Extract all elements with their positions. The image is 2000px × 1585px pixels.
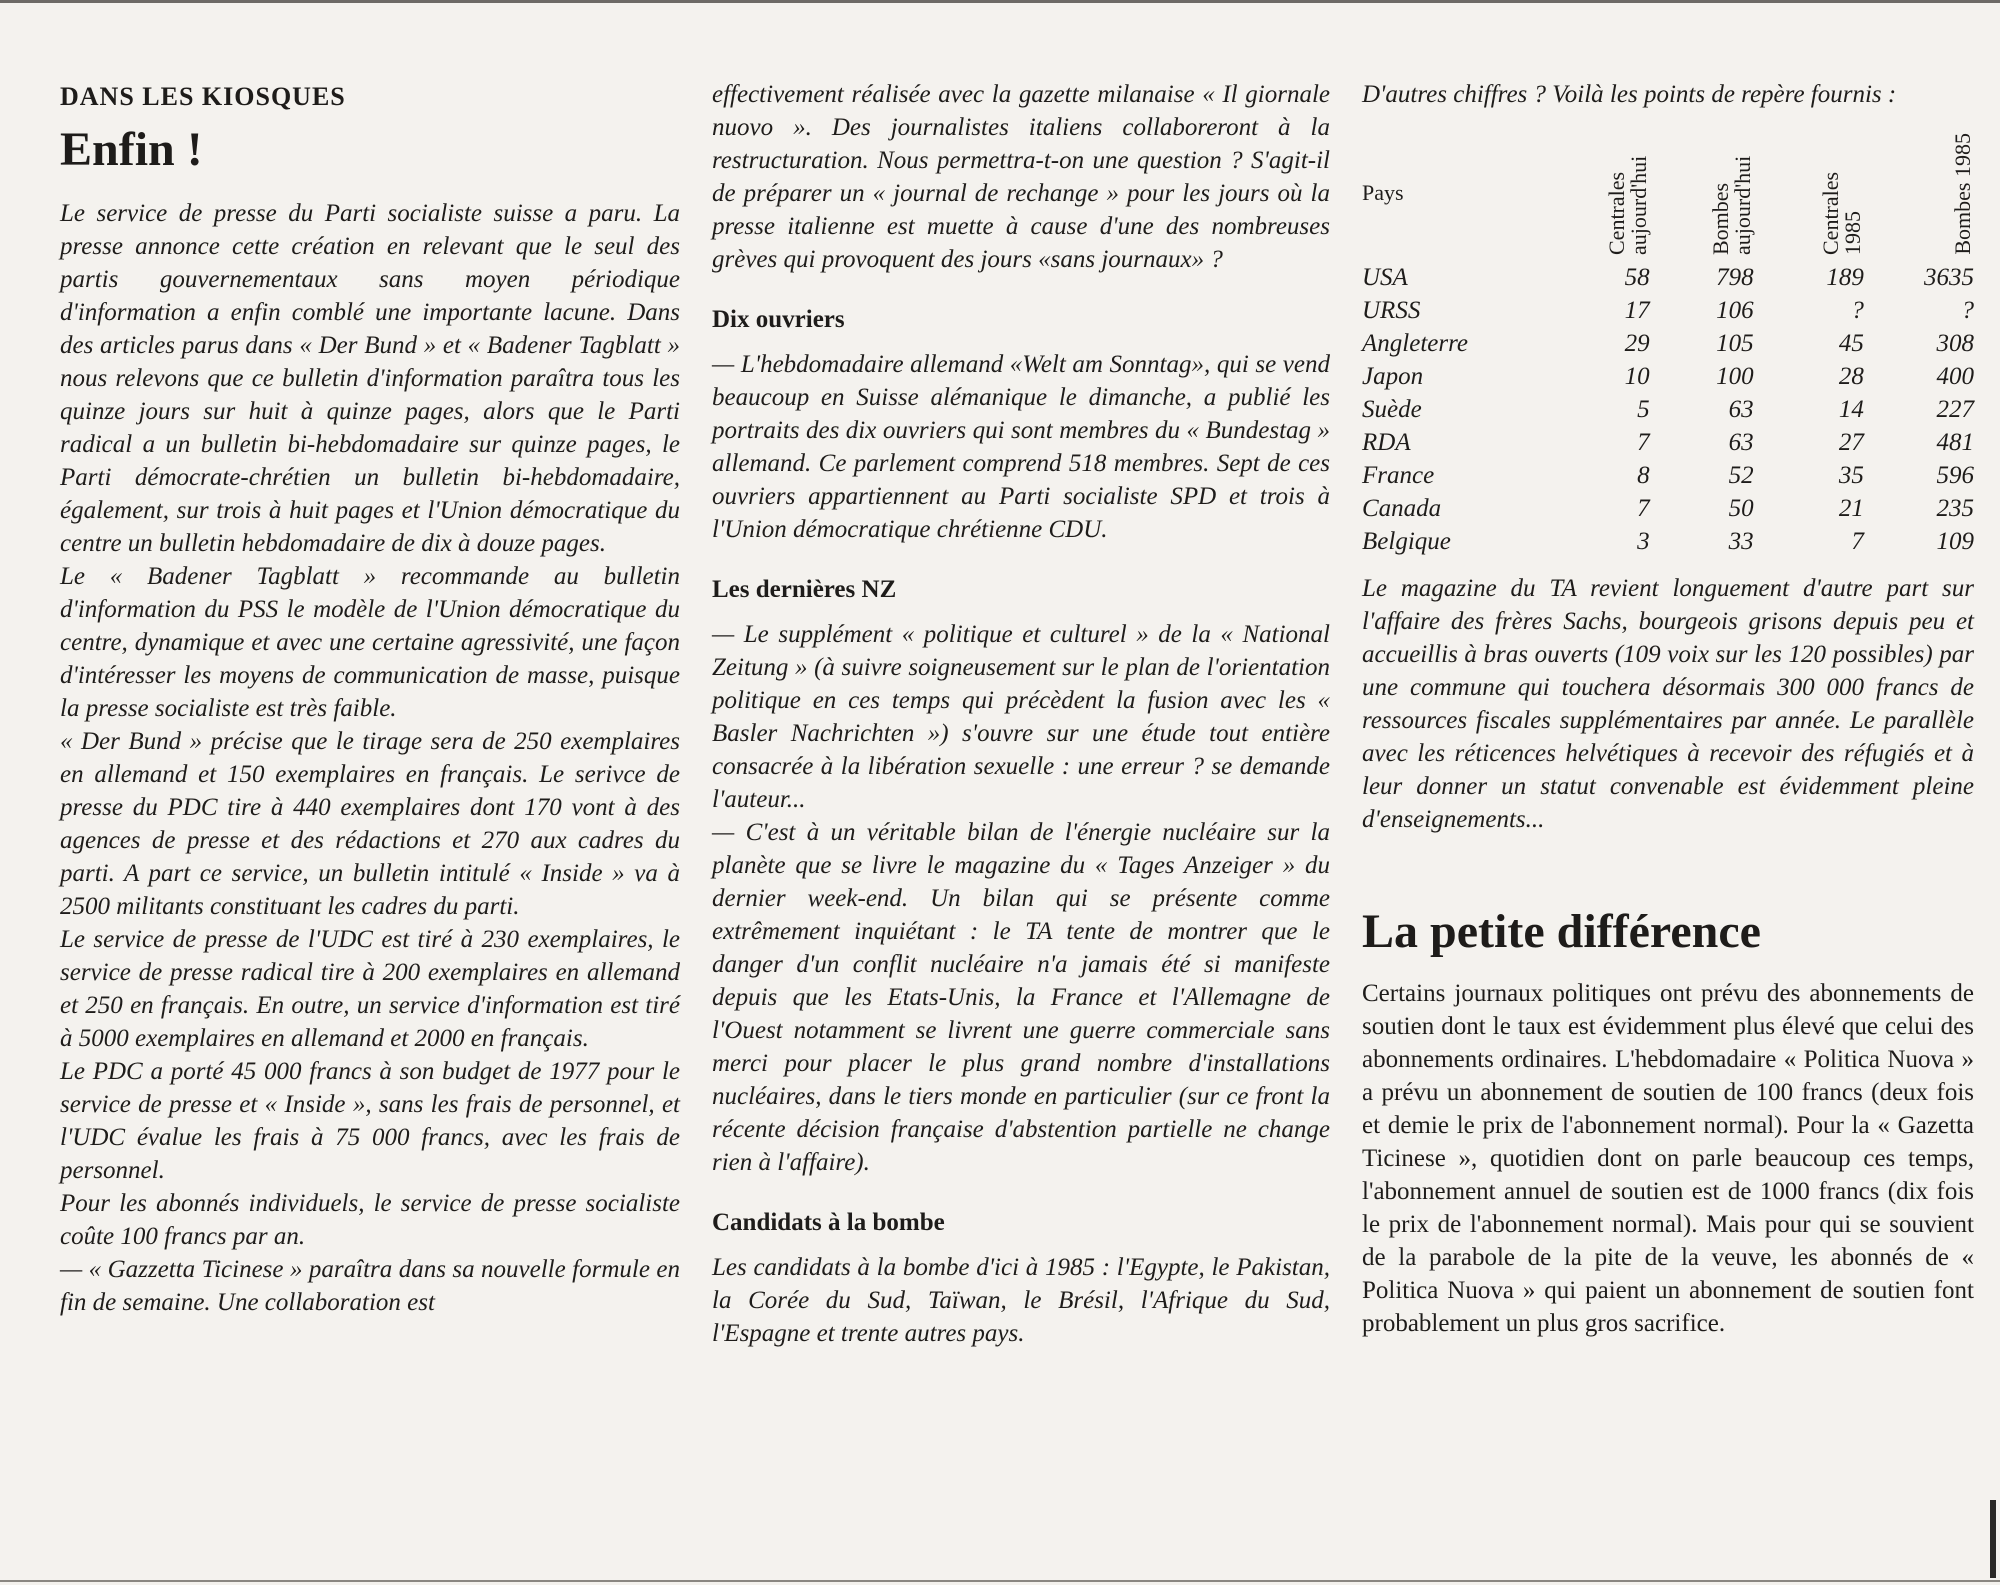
header-bombes-1985 xyxy=(1864,125,1974,261)
cell-value: 3 xyxy=(1637,528,1650,555)
header-label: Bombes aujourd'hui xyxy=(1707,155,1755,255)
paragraph: — L'hebdomadaire allemand «Welt am Sonntag», qui se vend beaucoup en Suisse alémanique le dimanche, a publié les portraits des dix ouvriers qui sont membres du « Bundestag » allemand. Ce parlement comprend 518 membres. Sept de ces ouvriers appartiennent au Parti socialiste SPD et trois à l'Union démocratique chrétienne CDU. xyxy=(712,351,1330,543)
section-body-candidats-bombe xyxy=(712,1251,1330,1350)
header-label: Centrales aujourd'hui xyxy=(1603,155,1651,255)
after-table-text xyxy=(1362,572,1974,836)
cell-value: 21 xyxy=(1838,495,1864,522)
article-body-petite-difference xyxy=(1362,977,1974,1340)
paragraph: Le PDC a porté 45 000 francs à son budget de 1977 pour le service de presse et « Inside », sans les frais de personnel, et l'UDC évalue les frais à 75 000 francs, avec les frais de personnel. xyxy=(60,1057,680,1184)
section-body-dix-ouvriers xyxy=(712,348,1330,546)
cell-value: 189 xyxy=(1826,264,1864,291)
paragraph: Le service de presse du Parti socialiste suisse a paru. La presse annonce cette création en relevant que le seul des partis gouvernementaux sans moyen périodique d'information a enfin comblé une importante lacune. Dans des articles parus dans « Der Bund » et « Badener Tagblatt » nous relevons que ce bulletin d'information paraîtra tous les quinze jours sur huit à quinze pages, alors que le Parti radical a un bulletin bi-hebdomadaire sur quinze pages, le Parti démocrate-chrétien un bulletin bi-hebdomadaire, également, sur trois à huit pages et l'Union démocratique du centre un bulletin hebdomadaire de dix à douze pages. xyxy=(60,199,680,557)
cell-value: 7 xyxy=(1637,495,1650,522)
header-centrales-now xyxy=(1546,125,1650,261)
subheading-dernieres-nz: Les dernières NZ xyxy=(712,576,897,603)
header-label: Centrales 1985 xyxy=(1817,171,1865,255)
article-continuation xyxy=(712,78,1330,276)
cell-value: 481 xyxy=(1936,429,1974,456)
paragraph: « Der Bund » précise que le tirage sera de 250 exemplaires en allemand et 150 exemplaires en français. Le serivce de presse du PDC tire à 440 exemplaires dont 170 vont à des agences de presse et des rédactions et 270 aux cadres du parti. A part ce service, un bulletin intitulé « Inside » va à 2500 militants constituant les cadres du parti. xyxy=(60,727,680,920)
article-title-petite-difference: La petite différence xyxy=(1362,905,1761,958)
paragraph: Pour les abonnés individuels, le service de presse socialiste coûte 100 francs par an. xyxy=(60,1189,680,1250)
cell-value: 105 xyxy=(1716,330,1754,357)
cell-value: 35 xyxy=(1838,462,1864,489)
column-1 xyxy=(60,78,680,1319)
paragraph: Les candidats à la bombe d'ici à 1985 : l'Egypte, le Pakistan, la Corée du Sud, Taïwan, le Brésil, l'Afrique du Sud, l'Espagne et trente autres pays. xyxy=(712,1254,1330,1347)
cell-country: Angleterre xyxy=(1362,330,1468,357)
paragraph: D'autres chiffres ? Voilà les points de repère fournis : xyxy=(1362,81,1897,108)
table-row xyxy=(1362,327,1974,360)
cell-value: 7 xyxy=(1637,429,1650,456)
cell-country: Japon xyxy=(1362,363,1424,390)
cell-value: ? xyxy=(1961,297,1974,324)
table-header-row xyxy=(1362,125,1974,261)
table-row xyxy=(1362,261,1974,294)
paragraph: Certains journaux politiques ont prévu des abonnements de soutien dont le taux est évidemment plus élevé que celui des abonnements ordinaires. L'hebdomadaire « Politica Nuova » a prévu un abonnement de soutien de 100 francs (deux fois et demie le prix de l'abonnement normal). Pour la « Gazetta Ticinese », quotidien dont on parle beaucoup ces temps, l'abonnement annuel de soutien est de 1000 francs (dix fois le prix de l'abonnement normal). Mais pour qui se souvient de la parabole de la pite de la veuve, les abonnés de « Politica Nuova » qui paient un abonnement de soutien font probablement un plus gros sacrifice. xyxy=(1362,979,1974,1337)
cell-value: 10 xyxy=(1624,363,1650,390)
cell-country: Belgique xyxy=(1362,528,1451,555)
cell-country: France xyxy=(1362,462,1435,489)
cell-value: 227 xyxy=(1936,396,1974,423)
article-body-enfin xyxy=(60,197,680,1319)
table-row xyxy=(1362,360,1974,393)
paragraph: effectivement réalisée avec la gazette milanaise « Il giornale nuovo ». Des journalistes italiens collaboreront à la restructuration. Nous permettra-t-on une question ? S'agit-il de préparer un « journal de rechange » pour les jours où la presse italienne est muette à cause d'une des nombreuses grèves qui provoquent des jours «sans journaux» ? xyxy=(712,81,1330,273)
cell-value: 58 xyxy=(1624,264,1650,291)
cell-country: Suède xyxy=(1362,396,1422,423)
cell-value: 109 xyxy=(1936,528,1974,555)
paragraph: — Le supplément « politique et culturel » de la « National Zeitung » (à suivre soigneusement sur le plan de l'orientation politique en ces temps qui précèdent la fusion avec les « Basler Nachrichten ») s'ouvre sur une étude tout entière consacrée à la libération sexuelle : une erreur ? se demande l'auteur... xyxy=(712,621,1330,813)
cell-value: 27 xyxy=(1838,429,1864,456)
cell-value: ? xyxy=(1851,297,1864,324)
subheading-candidats-bombe: Candidats à la bombe xyxy=(712,1209,945,1236)
cell-value: 50 xyxy=(1728,495,1754,522)
paragraph: Le magazine du TA revient longuement d'autre part sur l'affaire des frères Sachs, bourgeois grisons depuis peu et accueillis à bras ouverts (109 voix sur les 120 possibles) par une commune qui touchera désormais 300 000 francs de ressources fiscales supplémentaires par année. Le parallèle avec les réticences helvétiques à recevoir des réfugiés et à leur donner un statut convenable est évidemment pleine d'enseignements... xyxy=(1362,575,1974,833)
cell-value: 798 xyxy=(1716,264,1754,291)
cell-value: 29 xyxy=(1624,330,1650,357)
table-row xyxy=(1362,294,1974,327)
nuclear-stats-table xyxy=(1362,125,1974,558)
cell-country: USA xyxy=(1362,264,1408,291)
table-row xyxy=(1362,459,1974,492)
cell-value: 235 xyxy=(1936,495,1974,522)
edge-mark xyxy=(1990,1500,1996,1578)
cell-value: 33 xyxy=(1728,528,1754,555)
header-bombes-now xyxy=(1650,125,1754,261)
cell-value: 106 xyxy=(1716,297,1754,324)
cell-value: 17 xyxy=(1624,297,1650,324)
section-body-dernieres-nz xyxy=(712,618,1330,1179)
cell-value: 7 xyxy=(1851,528,1864,555)
paragraph: — C'est à un véritable bilan de l'énergie nucléaire sur la planète que se livre le magazine du « Tages Anzeiger » du dernier week-end. Un bilan qui se présente comme extrêmement inquiétant : le TA tente de montrer que le danger d'un conflit nucléaire n'a jamais été si manifeste depuis que les Etats-Unis, la France et l'Allemagne de l'Ouest notamment se livrent une guerre commerciale sans merci pour placer le plus grand nombre d'installations nucléaires, dans le tiers monde en particulier (sur ce front la récente décision française d'abstention partielle ne change rien à l'affaire). xyxy=(712,819,1330,1176)
table-row xyxy=(1362,525,1974,558)
table-row xyxy=(1362,492,1974,525)
cell-country: Canada xyxy=(1362,495,1442,522)
header-label: Bombes 1985 xyxy=(1950,133,1975,255)
header-pays: Pays xyxy=(1362,180,1404,205)
bottom-rule xyxy=(0,1580,2000,1582)
cell-value: 45 xyxy=(1838,330,1864,357)
paragraph: Le service de presse de l'UDC est tiré à 230 exemplaires, le service de presse radical tire à 200 exemplaires en allemand et 250 en français. En outre, un service d'information est tiré à 5000 exemplaires en allemand et 2000 en français. xyxy=(60,925,680,1052)
table-intro xyxy=(1362,78,1974,111)
table-row xyxy=(1362,393,1974,426)
paragraph: Le « Badener Tagblatt » recommande au bulletin d'information du PSS le modèle de l'Union démocratique du centre, dynamique et avec une certaine agressivité, une façon d'intéresser les moyens de communication de masse, puisque la presse socialiste est très faible. xyxy=(60,562,680,722)
top-rule xyxy=(0,0,2000,3)
paragraph: — « Gazzetta Ticinese » paraîtra dans sa nouvelle formule en fin de semaine. Une collaboration est xyxy=(60,1255,680,1316)
subheading-dix-ouvriers: Dix ouvriers xyxy=(712,306,845,333)
column-2 xyxy=(712,78,1330,1350)
article-title-enfin: Enfin ! xyxy=(60,123,203,176)
cell-value: 63 xyxy=(1728,429,1754,456)
cell-value: 28 xyxy=(1838,363,1864,390)
cell-value: 14 xyxy=(1838,396,1864,423)
header-centrales-1985 xyxy=(1754,125,1864,261)
cell-value: 52 xyxy=(1728,462,1754,489)
column-3 xyxy=(1362,78,1974,1340)
cell-value: 596 xyxy=(1936,462,1974,489)
section-kicker: DANS LES KIOSQUES xyxy=(60,82,346,111)
cell-value: 63 xyxy=(1728,396,1754,423)
cell-value: 5 xyxy=(1637,396,1650,423)
cell-country: RDA xyxy=(1362,429,1411,456)
cell-value: 3635 xyxy=(1924,264,1974,291)
cell-value: 100 xyxy=(1716,363,1754,390)
cell-value: 8 xyxy=(1637,462,1650,489)
cell-country: URSS xyxy=(1362,297,1421,324)
table-row xyxy=(1362,426,1974,459)
cell-value: 400 xyxy=(1936,363,1974,390)
cell-value: 308 xyxy=(1936,330,1974,357)
